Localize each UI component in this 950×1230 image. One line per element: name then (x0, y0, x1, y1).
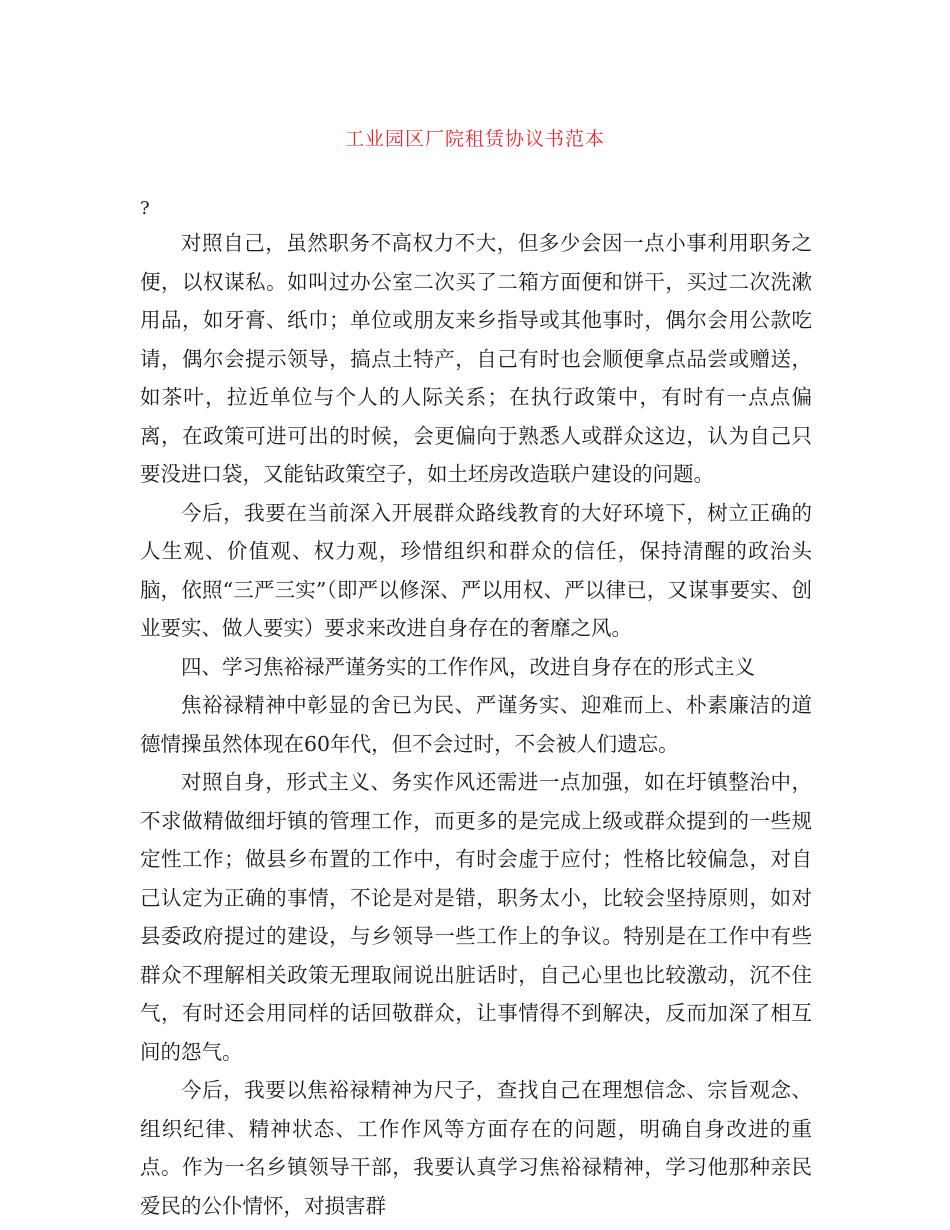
document-title: 工业园区厂院租赁协议书范本 (344, 128, 605, 150)
question-mark: ? (140, 198, 150, 219)
document-body (140, 194, 812, 1225)
paragraph-3: 焦裕禄精神中彰显的舍已为民、严谨务实、迎难而上、朴素廉洁的道德情操虽然体现在60年代，但不会过时，不会被人们遗忘。 (140, 693, 812, 756)
paragraph-2: 今后，我要在当前深入开展群众路线教育的大好环境下，树立正确的人生观、价值观、权力观，珍惜组织和群众的信任，保持清醒的政治头脑，依照“三严三实”（即严以修深、严以用权、严以律已，又谋事要实、创业要实、做人要实）要求来改进自身存在的奢靡之风。 (140, 500, 812, 640)
section-heading: 四、学习焦裕禄严谨务实的工作作风，改进自身存在的形式主义 (181, 654, 755, 679)
paragraph-5: 今后，我要以焦裕禄精神为尺子，查找自己在理想信念、宗旨观念、组织纪律、精神状态、工作作风等方面存在的问题，明确自身改进的重点。作为一名乡镇领导干部，我要认真学习焦裕禄精神，学习他那种亲民爱民的公仆情怀，对损害群 (140, 1078, 812, 1218)
paragraph-1: 对照自己，虽然职务不高权力不大，但多少会因一点小事利用职务之便，以权谋私。如叫过办公室二次买了二箱方面便和饼干，买过二次洗漱用品，如牙膏、纸巾；单位或朋友来乡指导或其他事时，偶尔会用公款吃请，偶尔会提示领导，搞点土特产，自己有时也会顺便拿点品尝或赠送，如茶叶，拉近单位与个人的人际关系；在执行政策中，有时有一点点偏离，在政策可进可出的时候，会更偏向于熟悉人或群众这边，认为自己只要没进口袋，又能钻政策空子，如土坯房改造联户建设的问题。 (140, 231, 812, 486)
paragraph-4: 对照自身，形式主义、务实作风还需进一点加强，如在圩镇整治中，不求做精做细圩镇的管理工作，而更多的是完成上级或群众提到的一些规定性工作；做县乡布置的工作中，有时会虚于应付；性格比较偏急，对自己认定为正确的事情，不论是对是错，职务太小，比较会坚持原则，如对县委政府提过的建设，与乡领导一些工作上的争议。特别是在工作中有些群众不理解相关政策无理取闹说出脏话时，自己心里也比较激动，沉不住气，有时还会用同样的话回敬群众，让事情得不到解决，反而加深了相互间的怨气。 (140, 770, 812, 1064)
